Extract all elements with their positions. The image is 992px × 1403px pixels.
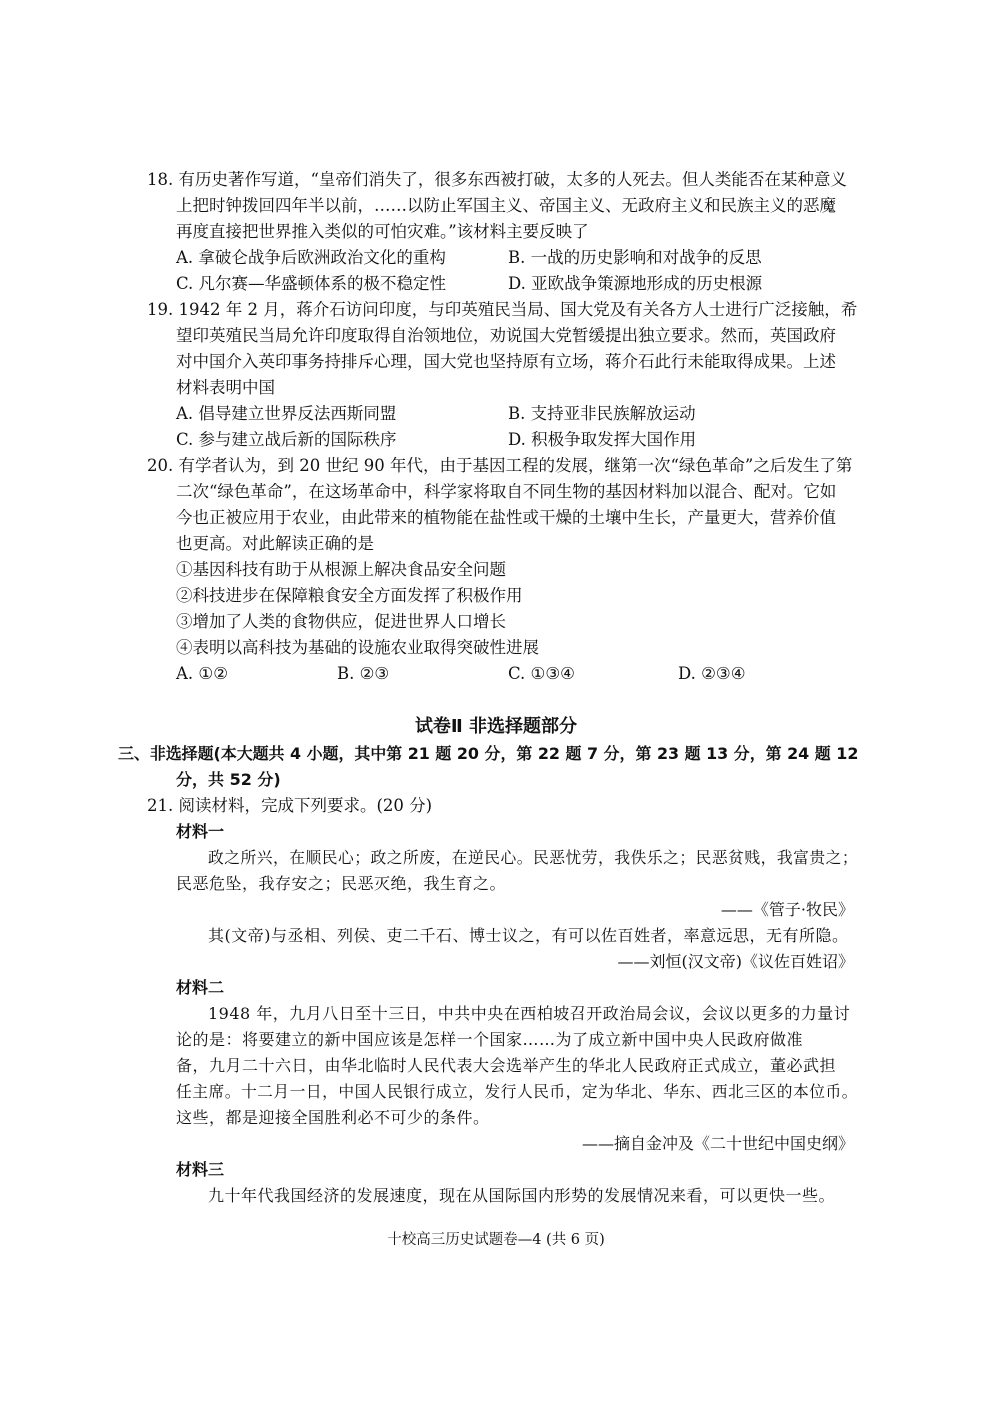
section-title: 试卷Ⅱ 非选择题部分 bbox=[414, 716, 578, 737]
q20-item-2: ②科技进步在保障粮食安全方面发挥了积极作用 bbox=[176, 586, 523, 605]
q19-option-d: D. 积极争取发挥大国作用 bbox=[508, 430, 697, 449]
material-3-line-1: 九十年代我国经济的发展速度，现在从国际国内形势的发展情况来看，可以更快一些。 bbox=[208, 1186, 836, 1205]
q18-option-a: A. 拿破仑战争后欧洲政治文化的重构 bbox=[176, 248, 446, 267]
material-2-line-1: 1948 年，九月八日至十三日，中共中央在西柏坡召开政治局会议，会议以更多的力量讨 bbox=[208, 1004, 851, 1023]
q20-item-3: ③增加了人类的食物供应，促进世界人口增长 bbox=[176, 612, 506, 631]
q19-line-1: 19. 1942 年 2 月，蒋介石访问印度，与印英殖民当局、国大党及有关各方人士进行广泛接触，希 bbox=[147, 300, 858, 319]
material-1-label: 材料一 bbox=[176, 822, 225, 841]
material-2-line-4: 任主席。十二月一日，中国人民银行成立，发行人民币，定为华北、华东、西北三区的本位币。 bbox=[176, 1082, 858, 1101]
section-heading-line-2: 分，共 52 分) bbox=[176, 770, 281, 789]
q20-line-1: 20. 有学者认为，到 20 世纪 90 年代，由于基因工程的发展，继第一次“绿色革命”之后发生了第 bbox=[147, 456, 853, 475]
material-2-line-3: 备，九月二十六日，由华北临时人民代表大会选举产生的华北人民政府正式成立，董必武担 bbox=[176, 1056, 837, 1075]
material-1-source-1: ——《管子·牧民》 bbox=[720, 900, 854, 919]
material-1-line-3: 其(文帝)与丞相、列侯、吏二千石、博士议之，有可以佐百姓者，率意远思，无有所隐。 bbox=[208, 926, 849, 945]
q18-line-2: 上把时钟拨回四年半以前，……以防止军国主义、帝国主义、无政府主义和民族主义的恶魔 bbox=[176, 196, 836, 215]
q19-line-3: 对中国介入英印事务持排斥心理，国大党也坚持原有立场，蒋介石此行未能取得成果。上述 bbox=[176, 352, 836, 371]
material-1-source-2: ——刘恒(汉文帝)《议佐百姓诏》 bbox=[617, 952, 854, 971]
q19-option-b: B. 支持亚非民族解放运动 bbox=[508, 404, 696, 423]
q20-option-b: B. ②③ bbox=[337, 664, 390, 683]
q19-line-4: 材料表明中国 bbox=[176, 378, 275, 397]
q20-option-c: C. ①③④ bbox=[508, 664, 575, 683]
section-heading-line-1: 三、非选择题(本大题共 4 小题，其中第 21 题 20 分，第 22 题 7 分，第 23 题 13 分，第 24 题 12 bbox=[118, 744, 859, 763]
q20-line-3: 今也正被应用于农业，由此带来的植物能在盐性或干燥的土壤中生长，产量更大，营养价值 bbox=[176, 508, 836, 527]
q20-item-4: ④表明以高科技为基础的设施农业取得突破性进展 bbox=[176, 638, 539, 657]
material-1-line-1: 政之所兴，在顺民心；政之所废，在逆民心。民恶忧劳，我佚乐之；民恶贫贱，我富贵之； bbox=[208, 848, 859, 867]
q18-line-1: 18. 有历史著作写道，“皇帝们消失了，很多东西被打破，太多的人死去。但人类能否在某种意义 bbox=[147, 170, 847, 189]
q18-line-3: 再度直接把世界推入类似的可怕灾难。”该材料主要反映了 bbox=[176, 222, 589, 241]
material-2-line-2: 论的是：将要建立的新中国应该是怎样一个国家……为了成立新中国中央人民政府做准 bbox=[176, 1030, 804, 1049]
q21-stem: 21. 阅读材料，完成下列要求。(20 分) bbox=[147, 796, 433, 815]
q20-option-d: D. ②③④ bbox=[678, 664, 746, 683]
q18-option-b: B. 一战的历史影响和对战争的反思 bbox=[508, 248, 762, 267]
material-2-line-5: 这些，都是迎接全国胜利必不可少的条件。 bbox=[176, 1108, 490, 1127]
material-2-source: ——摘自金冲及《二十世纪中国史纲》 bbox=[581, 1134, 854, 1153]
q20-line-2: 二次“绿色革命”，在这场革命中，科学家将取自不同生物的基因材料加以混合、配对。它如 bbox=[176, 482, 837, 501]
page-footer: 十校高三历史试题卷—4 (共 6 页) bbox=[387, 1232, 605, 1248]
q20-line-4: 也更高。对此解读正确的是 bbox=[176, 534, 374, 553]
q18-option-c: C. 凡尔赛—华盛顿体系的极不稳定性 bbox=[176, 274, 447, 293]
q18-option-d: D. 亚欧战争策源地形成的历史根源 bbox=[508, 274, 763, 293]
material-3-label: 材料三 bbox=[176, 1160, 225, 1179]
q19-line-2: 望印英殖民当局允许印度取得自治领地位，劝说国大党暂缓提出独立要求。然而，英国政府 bbox=[176, 326, 836, 345]
q19-option-c: C. 参与建立战后新的国际秩序 bbox=[176, 430, 397, 449]
q20-option-a: A. ①② bbox=[176, 664, 228, 683]
material-1-line-2: 民恶危坠，我存安之；民恶灭绝，我生育之。 bbox=[176, 874, 507, 893]
material-2-label: 材料二 bbox=[176, 978, 225, 997]
q20-item-1: ①基因科技有助于从根源上解决食品安全问题 bbox=[176, 560, 506, 579]
q19-option-a: A. 倡导建立世界反法西斯同盟 bbox=[176, 404, 397, 423]
